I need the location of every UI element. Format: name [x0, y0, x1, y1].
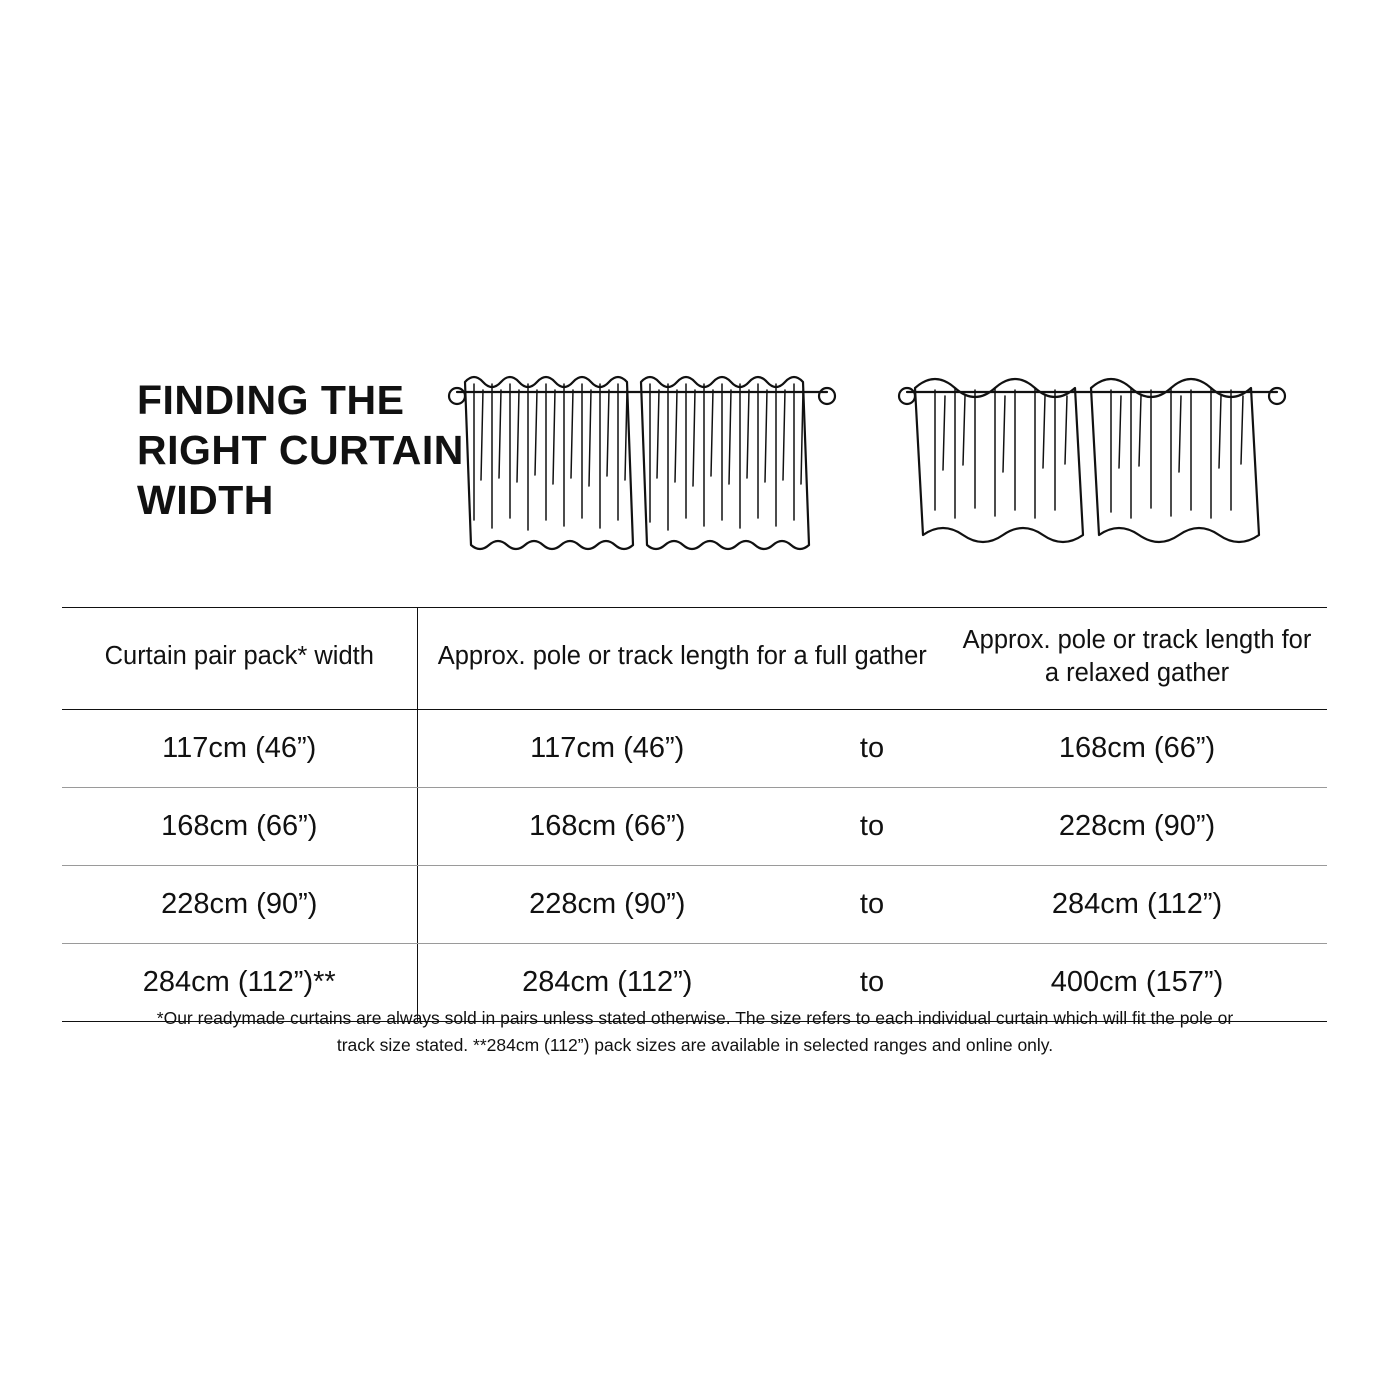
cell-full-gather: 284cm (112”): [417, 944, 797, 1022]
header-area: [62, 360, 1327, 605]
cell-full-gather: 168cm (66”): [417, 788, 797, 866]
cell-pack-width: 284cm (112”)**: [62, 944, 417, 1022]
cell-pack-width: 168cm (66”): [62, 788, 417, 866]
table-row: [62, 710, 1327, 788]
cell-relaxed-gather: 228cm (90”): [947, 788, 1327, 866]
page-title: FINDING THE RIGHT CURTAIN WIDTH: [137, 377, 464, 524]
relaxed-gather-curtain-illustration: [897, 360, 1287, 575]
cell-relaxed-gather: 284cm (112”): [947, 866, 1327, 944]
curtain-width-table: [62, 607, 1327, 1022]
cell-to: to: [797, 788, 947, 866]
cell-pack-width: 228cm (90”): [62, 866, 417, 944]
column-header-full-gather: Approx. pole or track length for a full gather: [417, 608, 947, 710]
column-header-relaxed-gather: Approx. pole or track length for a relaxed gather: [947, 608, 1327, 710]
table-header: [62, 608, 1327, 710]
table-body: [62, 710, 1327, 1022]
cell-full-gather: 228cm (90”): [417, 866, 797, 944]
cell-to: to: [797, 944, 947, 1022]
cell-to: to: [797, 710, 947, 788]
table-row: [62, 788, 1327, 866]
cell-full-gather: 117cm (46”): [417, 710, 797, 788]
column-header-pack-width: Curtain pair pack* width: [62, 608, 417, 710]
full-gather-curtain-illustration: [447, 360, 837, 575]
table-row: [62, 866, 1327, 944]
cell-pack-width: 117cm (46”): [62, 710, 417, 788]
cell-to: to: [797, 866, 947, 944]
cell-relaxed-gather: 400cm (157”): [947, 944, 1327, 1022]
cell-relaxed-gather: 168cm (66”): [947, 710, 1327, 788]
footnote: *Our readymade curtains are always sold in pairs unless stated otherwise. The size refers to each individual curtain which will fit the pole or track size stated. **284cm (112”) pack sizes are available in selected ranges and online only.: [156, 1008, 1234, 1056]
